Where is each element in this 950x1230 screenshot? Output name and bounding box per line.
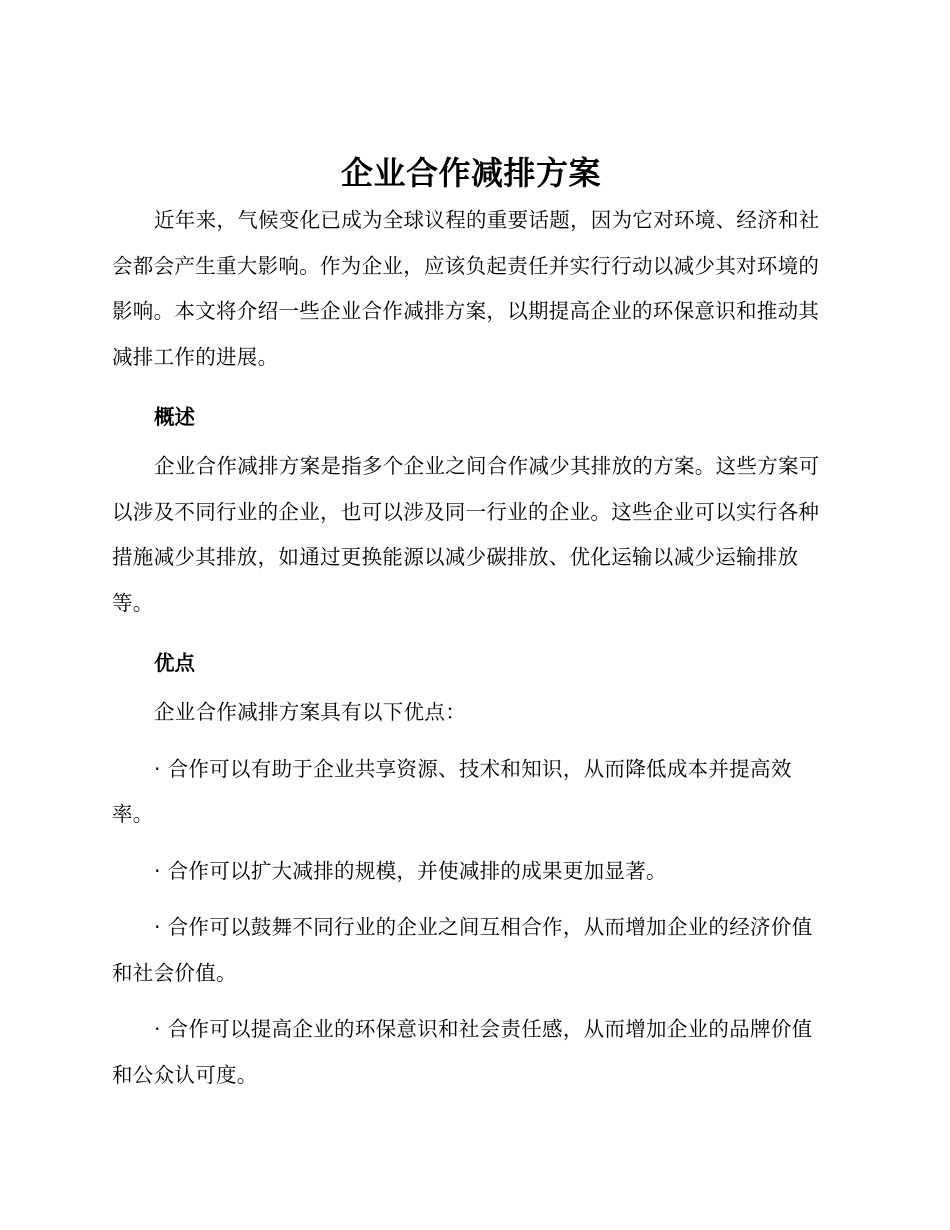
section-heading-advantages: 优点 — [154, 651, 195, 675]
advantage-bullet-4: · 合作可以提高企业的环保意识和社会责任感，从而增加企业的品牌价值和公众认可度。 — [112, 1017, 813, 1087]
advantages-intro: 企业合作减排方案具有以下优点： — [154, 700, 466, 724]
advantage-bullet-1: · 合作可以有助于企业共享资源、技术和知识，从而降低成本并提高效率。 — [112, 756, 792, 826]
advantage-bullet-2: · 合作可以扩大减排的规模，并使减排的成果更加显著。 — [154, 858, 667, 883]
document-page — [112, 150, 830, 1098]
overview-paragraph: 企业合作减排方案是指多个企业之间合作减少其排放的方案。这些方案可以涉及不同行业的企业，也可以涉及同一行业的企业。这些企业可以实行各种措施减少其排放，如通过更换能源以减少碳排放、优化运输以减少运输排放等。 — [112, 454, 820, 615]
document-title: 企业合作减排方案 — [340, 154, 601, 192]
advantage-bullet-3: · 合作可以鼓舞不同行业的企业之间互相合作，从而增加企业的经济价值和社会价值。 — [112, 915, 813, 985]
intro-paragraph: 近年来，气候变化已成为全球议程的重要话题，因为它对环境、经济和社会都会产生重大影响。作为企业，应该负起责任并实行行动以减少其对环境的影响。本文将介绍一些企业合作减排方案，以期提高企业的环保意识和推动其减排工作的进展。 — [112, 208, 820, 369]
section-heading-overview: 概述 — [154, 405, 195, 429]
